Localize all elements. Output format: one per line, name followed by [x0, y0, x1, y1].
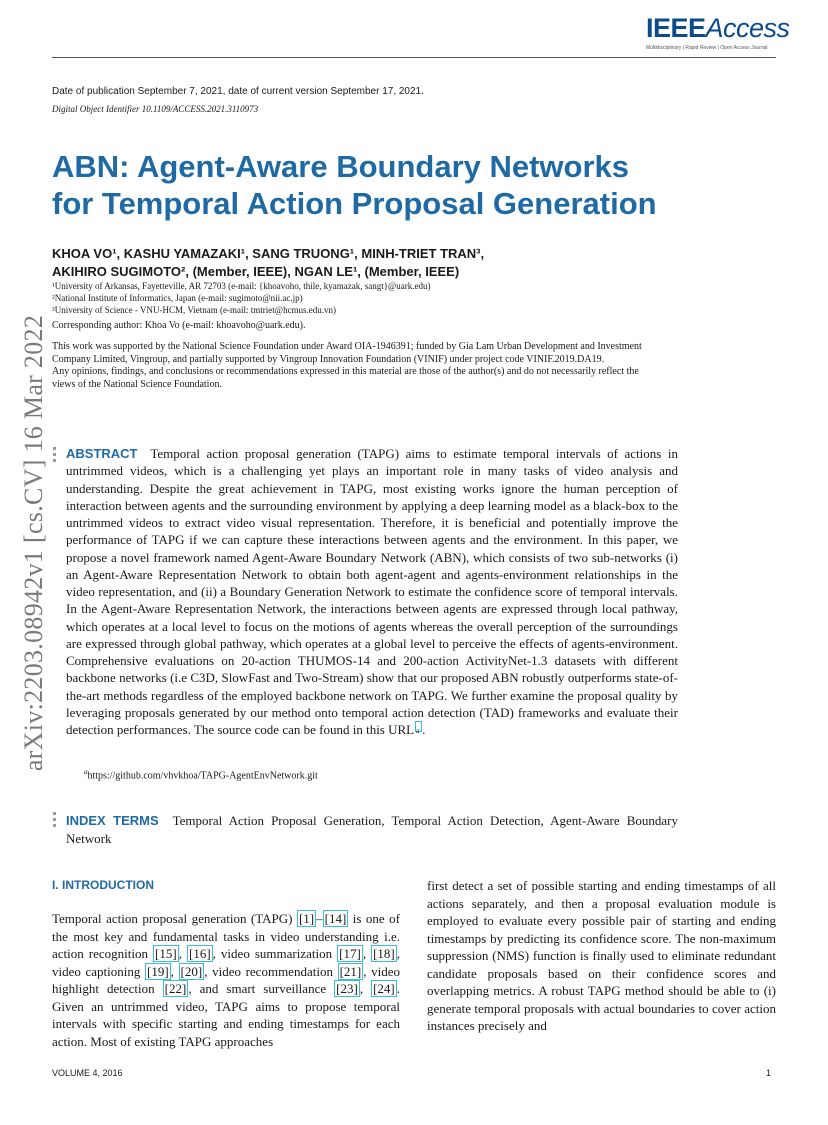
citation-link[interactable]: [17] [339, 946, 361, 961]
footnote-mark: a [84, 768, 88, 776]
logo-bold-text: IEEE [646, 13, 706, 43]
header-divider [52, 57, 776, 58]
page-number: 1 [766, 1068, 772, 1078]
authors-line-2: AKIHIRO SUGIMOTO², (Member, IEEE), NGAN LE¹, (Member, IEEE) [52, 264, 460, 279]
citation-link[interactable]: [1] [298, 911, 315, 926]
intro-text: , [170, 963, 179, 979]
citation-link[interactable]: [19] [147, 963, 169, 979]
author-list [52, 245, 752, 281]
intro-text: Temporal action proposal generation (TAPG) [52, 911, 297, 926]
intro-text: . Given an untrimmed video, TAPG aims to propose temporal intervals with specific starting and ending timestamps for each action. Most of existing TAPG approaches [52, 981, 401, 1049]
disclaimer-paragraph: Any opinions, findings, and conclusions or recommendations expressed in this material are those of the author(s) and do not necessarily reflect the views of the National Science Foundation. [52, 366, 639, 390]
volume-footer: VOLUME 4, 2016 [52, 1068, 123, 1078]
logo-italic-text: Access [705, 13, 790, 43]
intro-text: , video captioning [52, 946, 401, 979]
title-line-2: for Temporal Action Proposal Generation [52, 186, 657, 221]
citation-link[interactable]: [21] [339, 963, 362, 979]
doi-line: Digital Object Identifier 10.1109/ACCESS.2021.3110973 [52, 104, 259, 114]
intro-text: is one of the most key and fundamental tasks in video understanding i.e. action recognition [52, 911, 400, 961]
introduction-column-2: first detect a set of possible starting and ending timestamps of all actions separately, and then a proposal evaluation module is employed to evaluate every possible pair of starting and ending timestamps by predicting its confidence score. The non-maximum suppression (NMS) function is finally used to eliminate redundant candidate proposals based on their confidence scores and overlapping metrics. A robust TAPG method should be able to (i) generate temporal proposals with actual boundaries to cover action instances precisely and [427, 878, 776, 1033]
abstract-text: Temporal action proposal generation (TAPG) aims to estimate temporal intervals of actions in untrimmed videos, which is a challenging yet plays an important role in many tasks of video analysis and understanding. Despite the great achievement in TAPG, most existing works ignore the human perception of interaction between agents and the surrounding environment by applying a deep learning model as a black-box to the untrimmed videos to extract video visual representation. Therefore, it is beneficial and potentially improve the performance of TAPG if we can capture these interactions between agents and the environment. In this paper, we propose a novel framework named Agent-Aware Boundary Network (ABN), which consists of two sub-networks (i) an Agent-Aware Representation Network to obtain both agent-agent and agents-environment relationships in the video representation, and (ii) a Boundary Generation Network to estimate the confidence score of temporal intervals. In the Agent-Aware Representation Network, the interactions between agents are expressed through local pathway, which operates at a local level to focus on the motions of agents whereas the overall perception of the surroundings are expressed through global pathway, which operates at a global level to perceive the effects of agents-environment. Comprehensive evaluations on 20-action THUMOS-14 and 200-action ActivityNet-1.3 datasets with different backbone networks (i.e C3D, SlowFast and Two-Stream) show that our proposed ABN robustly outperforms state-of-the-art methods regardless of the employed backbone network on TAPG. We further examine the proposal quality by leveraging proposals generated by our method onto temporal action detection (TAD) frameworks and evaluate their detection performances. The source code can be found in this URL [66, 446, 678, 737]
footnote-url[interactable]: https://github.com/vhvkhoa/TAPG-AgentEnvNetwork.git [87, 770, 318, 782]
intro-text: , [178, 946, 187, 961]
abstract-label: ABSTRACT [66, 446, 138, 461]
index-terms-dots-icon [53, 812, 57, 830]
citation-link[interactable]: [14] [324, 911, 347, 926]
abstract-dots-icon [53, 447, 57, 465]
funding-paragraph: This work was supported by the National Science Foundation under Award OIA-1946391; funded by Gia Lam Urban Development and Investment Company Limited, Vingroup, and partially supported by Vingroup Innovation Foundation (VINIF) under project code VINIF.2019.DA19. [52, 341, 642, 365]
affiliation-1: ¹University of Arkansas, Fayetteville, AR 72703 (e-mail: {khoavoho, thile, kyamazak, sangt}@uark.edu) [52, 281, 431, 291]
arxiv-id-text: arXiv:2203.08942v1 [cs.CV] 16 Mar 2022 [19, 314, 48, 772]
introduction-heading: I. INTRODUCTION [52, 878, 154, 892]
authors-line-1: KHOA VO¹, KASHU YAMAZAKI¹, SANG TRUONG¹, MINH-TRIET TRAN³, [52, 246, 485, 261]
paper-title [52, 148, 752, 222]
intro-text: , video highlight detection [52, 963, 400, 996]
intro-text: , [359, 981, 372, 996]
footnote [84, 768, 318, 781]
logo-wordmark [646, 13, 790, 43]
ieee-access-logo [646, 13, 790, 54]
affiliation-2: ²National Institute of Informatics, Japan (e-mail: sugimoto@nii.ac.jp) [52, 293, 303, 303]
citation-link[interactable]: [15] [155, 946, 177, 961]
intro-text: , video recommendation [204, 963, 338, 979]
introduction-column-1 [52, 910, 400, 1050]
title-line-1: ABN: Agent-Aware Boundary Networks [52, 149, 630, 184]
footnote-link-mark: a [416, 727, 420, 735]
publication-date: Date of publication September 7, 2021, date of current version September 17, 2021. [52, 86, 424, 97]
citation-link[interactable]: [23] [336, 981, 358, 996]
index-terms-label: INDEX TERMS [66, 813, 159, 828]
citation-link[interactable]: [24] [373, 981, 395, 996]
index-terms-text: Temporal Action Proposal Generation, Temporal Action Detection, Agent-Aware Boundary Network [66, 813, 679, 846]
affiliations [52, 280, 431, 316]
citation-link[interactable]: [22] [164, 981, 187, 996]
intro-text: , video summarization [212, 946, 338, 961]
affiliation-3: ³University of Science - VNU-HCM, Vietnam (e-mail: tmtriet@hcmus.edu.vn) [52, 305, 337, 315]
citation-link[interactable]: [16] [188, 946, 211, 961]
index-terms [66, 812, 678, 847]
abstract [66, 445, 678, 738]
corresponding-author: Corresponding author: Khoa Vo (e-mail: khoavoho@uark.edu). [52, 320, 306, 331]
intro-text: – [316, 911, 323, 926]
logo-tagline: Multidisciplinary | Rapid Review | Open Access Journal [646, 45, 768, 51]
arxiv-stamp [14, 288, 54, 798]
abstract-end: . [422, 722, 426, 737]
intro-text: , and smart surveillance [188, 981, 335, 996]
citation-link[interactable]: [18] [373, 946, 395, 961]
intro-text: , [362, 946, 372, 961]
funding-note [52, 341, 662, 391]
citation-link[interactable]: [20] [180, 963, 203, 979]
